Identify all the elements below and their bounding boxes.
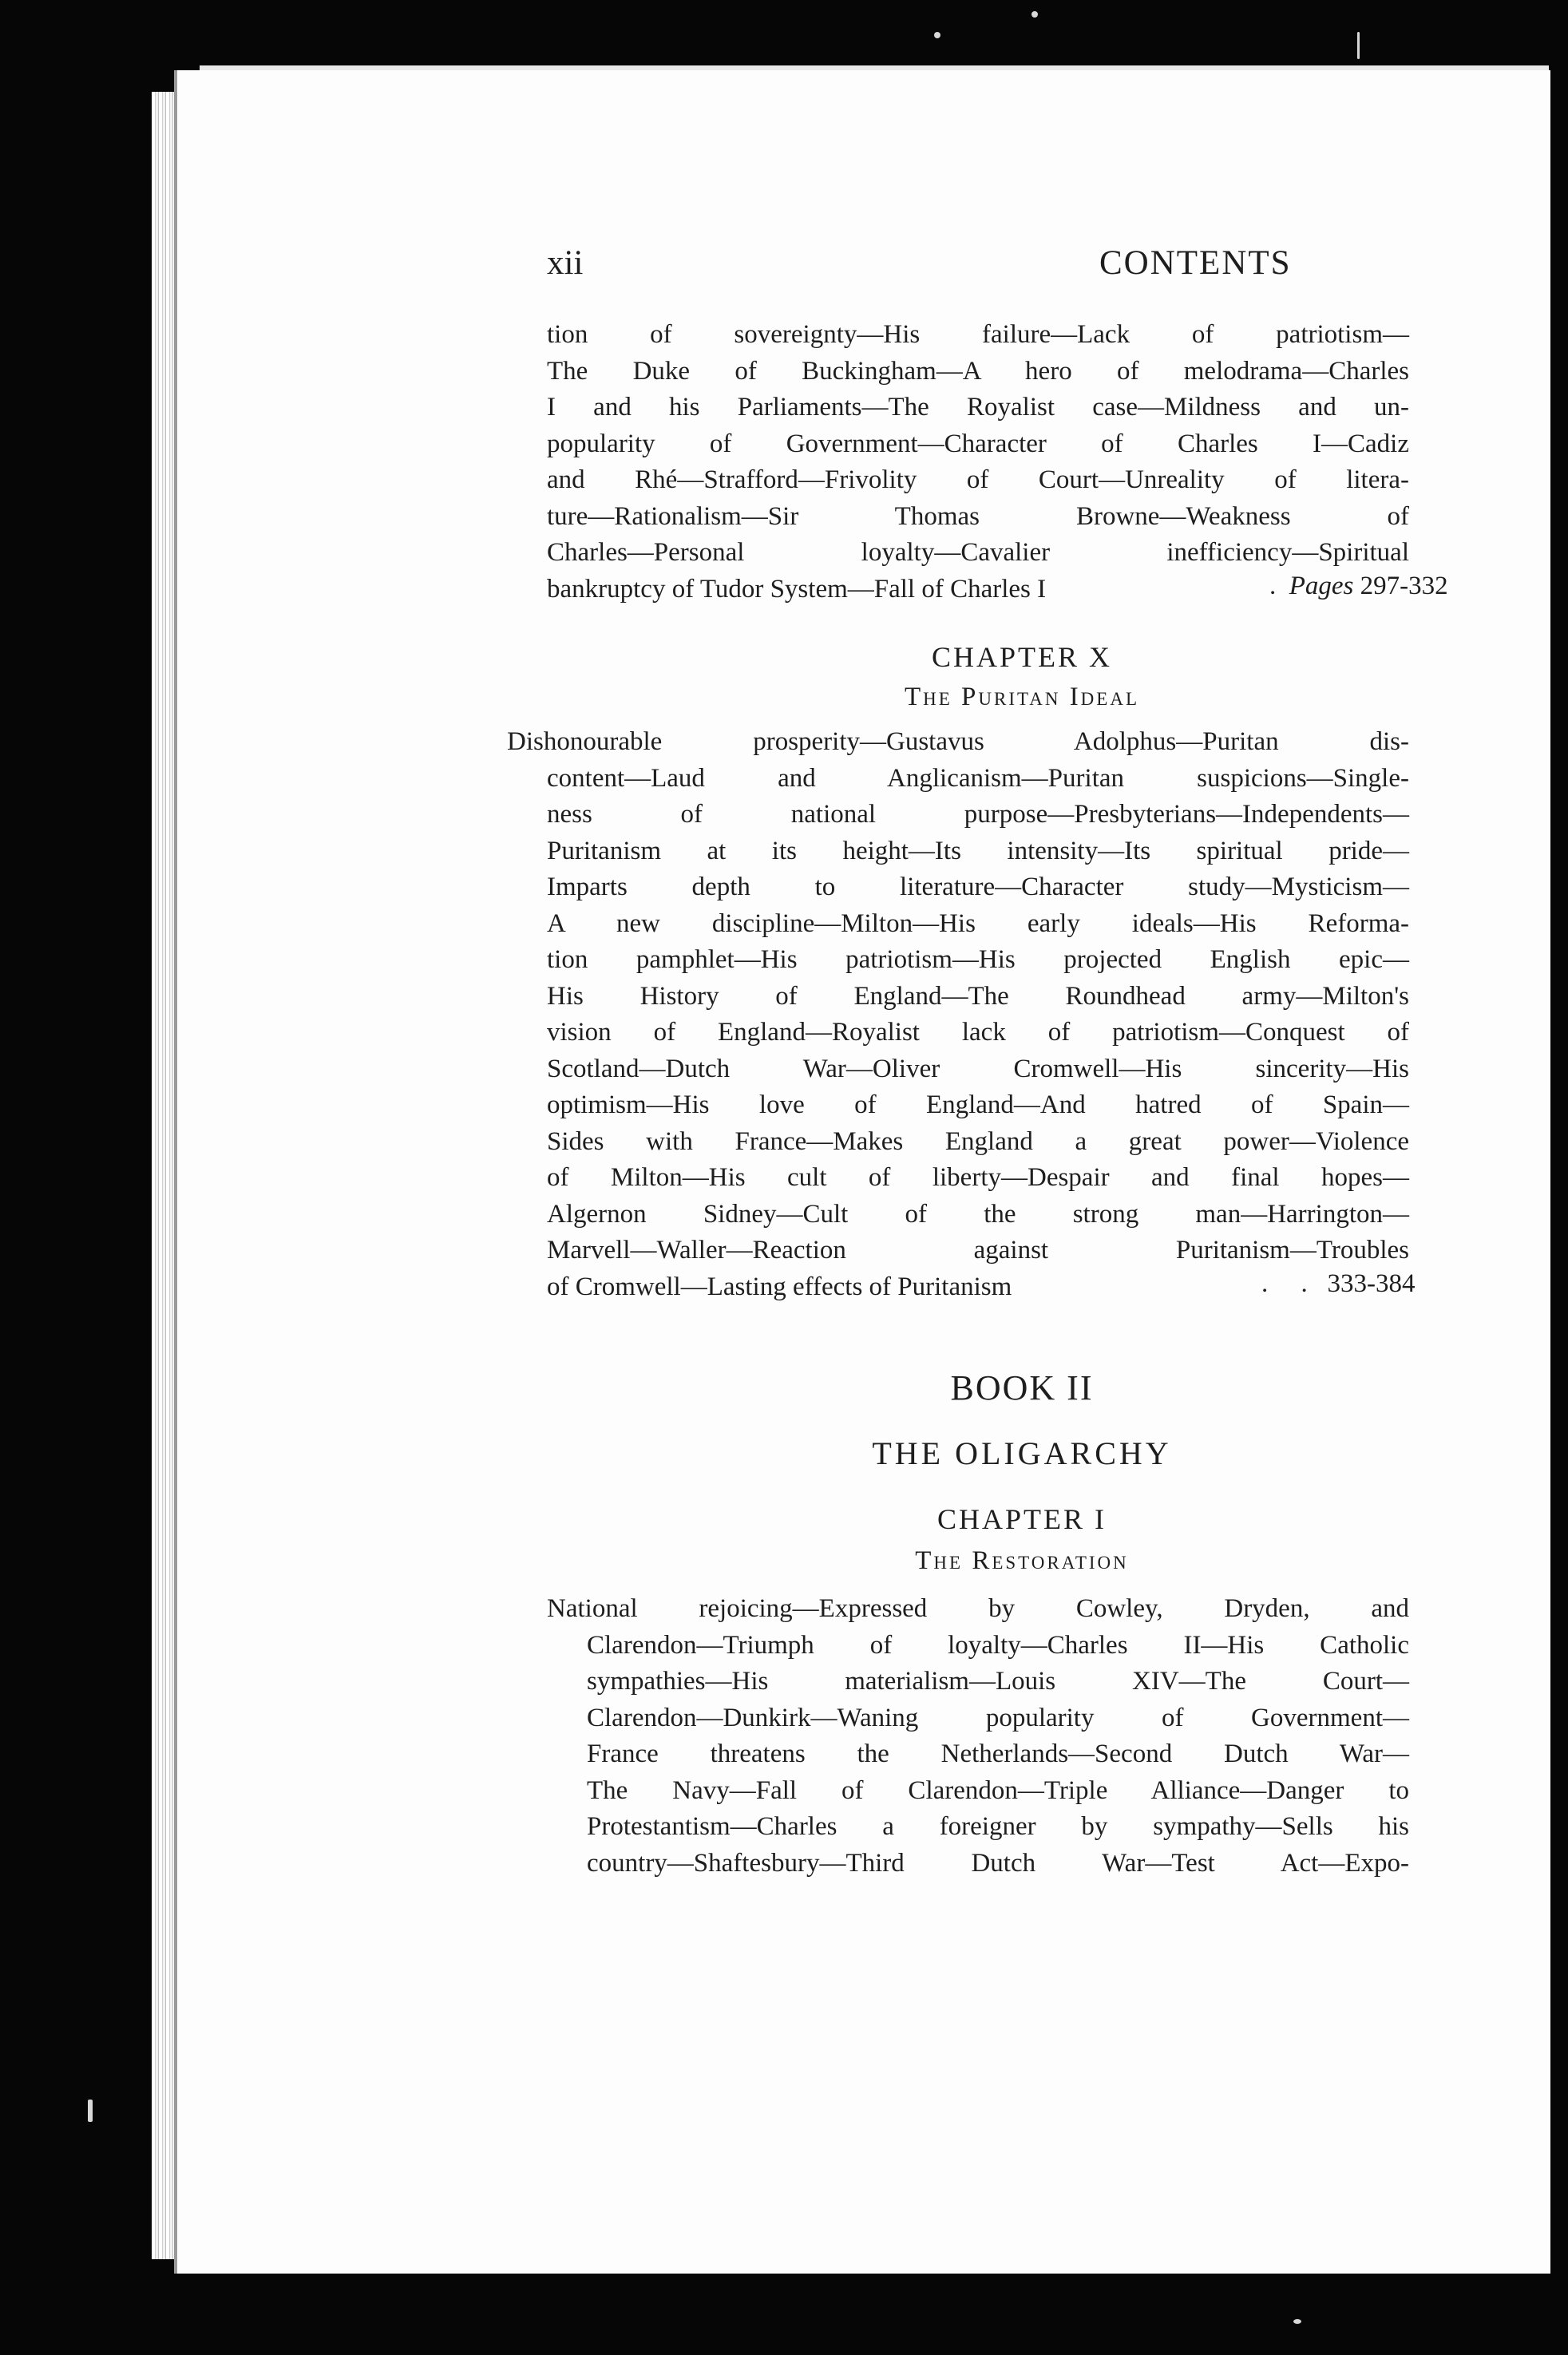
synopsis-line: A new discipline—Milton—His early ideals—His Reforma- <box>547 908 1409 938</box>
synopsis-line: Clarendon—Triumph of loyalty—Charles II—His Catholic <box>587 1630 1409 1660</box>
synopsis-line: and Rhé—Strafford—Frivolity of Court—Unreality of litera- <box>547 465 1409 494</box>
synopsis-line: country—Shaftesbury—Third Dutch War—Test Act—Expo- <box>587 1848 1409 1878</box>
synopsis-line: I and his Parliaments—The Royalist case—Mildness and un- <box>547 393 1409 422</box>
synopsis-line: Sides with France—Makes England a great power—Violence <box>547 1126 1409 1156</box>
synopsis-line: Clarendon—Dunkirk—Waning popularity of Government— <box>587 1703 1409 1732</box>
synopsis-line: ture—Rationalism—Sir Thomas Browne—Weakness of <box>547 501 1409 531</box>
chapter-subtitle: The Puritan Ideal <box>904 683 1139 711</box>
continued-chapter-synopsis <box>547 317 1409 608</box>
chapter-synopsis <box>547 1591 1409 1882</box>
synopsis-line: optimism—His love of England—And hatred of Spain— <box>547 1090 1409 1119</box>
synopsis-line: Algernon Sidney—Cult of the strong man—Harrington— <box>547 1199 1409 1229</box>
chapter-heading: CHAPTER I <box>936 1503 1107 1535</box>
synopsis-line: vision of England—Royalist lack of patriotism—Conquest of <box>547 1018 1409 1047</box>
page-range: 297-332 <box>1360 572 1448 600</box>
synopsis-line: content—Laud and Anglicanism—Puritan suspicions—Single- <box>547 763 1409 793</box>
synopsis-line: Charles—Personal loyalty—Cavalier inefficiency—Spiritual <box>547 538 1409 567</box>
synopsis-line: sympathies—His materialism—Louis XIV—The Court— <box>587 1667 1409 1696</box>
page-range-ref <box>1269 572 1448 601</box>
synopsis-line: Scotland—Dutch War—Oliver Cromwell—His sincerity—His <box>547 1054 1409 1083</box>
pages-label: Pages <box>1289 572 1354 600</box>
running-head <box>371 243 1409 291</box>
synopsis-line: The Navy—Fall of Clarendon—Triple Alliance—Danger to <box>587 1775 1409 1805</box>
dot-leader: . . <box>1261 1269 1321 1298</box>
synopsis-line: popularity of Government—Character of Charles I—Cadiz <box>547 429 1409 458</box>
synopsis-line: Puritanism at its height—Its intensity—Its spiritual pride— <box>547 836 1409 865</box>
synopsis-line: tion of sovereignty—His failure—Lack of patriotism— <box>547 320 1409 349</box>
synopsis-line: of Cromwell—Lasting effects of Puritanism <box>547 1272 1012 1301</box>
synopsis-line: Imparts depth to literature—Character study—Mysticism— <box>547 873 1409 901</box>
chapter-subtitle: The Restoration <box>915 1546 1129 1575</box>
page-range-ref <box>1261 1269 1416 1299</box>
synopsis-line: National rejoicing—Expressed by Cowley, Dryden, and <box>547 1594 1409 1623</box>
chapter-synopsis <box>507 724 1409 1305</box>
page-number: xii <box>547 244 584 282</box>
dot-leader: . <box>1269 572 1283 600</box>
synopsis-line: Marvell—Waller—Reaction against Puritanism—Troubles <box>547 1236 1409 1265</box>
page-range: 333-384 <box>1327 1269 1416 1298</box>
dust-speck <box>88 2100 93 2122</box>
synopsis-line: France threatens the Netherlands—Second Dutch War— <box>587 1740 1409 1768</box>
synopsis-line: tion pamphlet—His patriotism—His projected English epic— <box>547 945 1409 974</box>
synopsis-line: ness of national purpose—Presbyterians—Independents— <box>547 800 1409 829</box>
synopsis-line: The Duke of Buckingham—A hero of melodrama—Charles <box>547 356 1409 386</box>
synopsis-line: bankruptcy of Tudor System—Fall of Charles I <box>547 574 1047 604</box>
synopsis-line: of Milton—His cult of liberty—Despair and final hopes— <box>547 1163 1409 1192</box>
dust-speck <box>1031 11 1038 18</box>
dust-speck <box>934 32 940 38</box>
synopsis-line: Protestantism—Charles a foreigner by sympathy—Sells his <box>587 1812 1409 1841</box>
chapter-heading: CHAPTER X <box>931 641 1113 673</box>
book-heading: BOOK II <box>950 1368 1094 1407</box>
dust-speck <box>1357 32 1360 59</box>
synopsis-line: Dishonourable prosperity—Gustavus Adolphus—Puritan dis- <box>507 727 1409 756</box>
synopsis-line: His History of England—The Roundhead army—Milton's <box>547 981 1409 1011</box>
page-title: CONTENTS <box>1099 244 1292 282</box>
book-title: THE OLIGARCHY <box>872 1435 1172 1471</box>
dust-speck <box>1293 2319 1301 2324</box>
